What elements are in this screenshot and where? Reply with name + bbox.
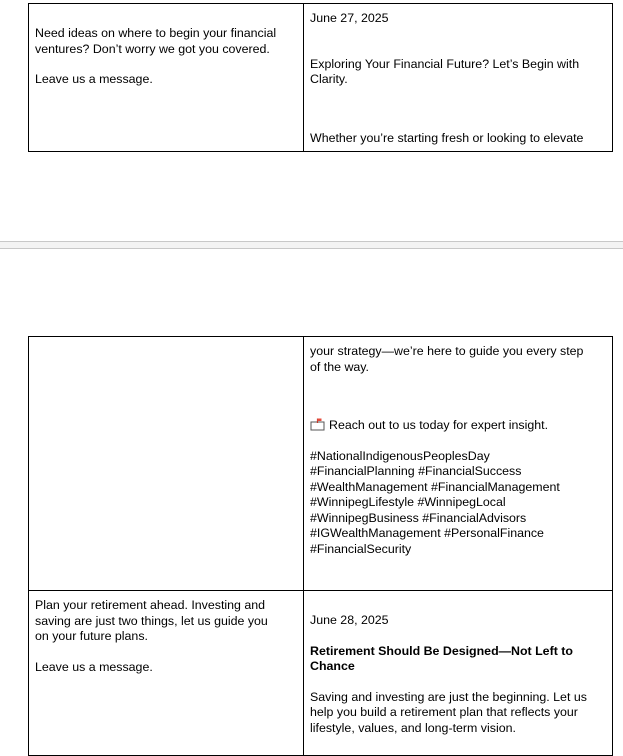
table-row bbox=[29, 4, 612, 151]
caption-line: saving are just two things, let us guide you bbox=[35, 613, 268, 628]
table-row bbox=[29, 590, 612, 755]
hashtag-line: #NationalIndigenousPeoplesDay bbox=[310, 448, 490, 463]
caption-line: Plan your retirement ahead. Investing and bbox=[35, 598, 266, 612]
post-body-line: of the way. bbox=[310, 359, 370, 374]
post-body-line: your strategy—we’re here to guide you every step bbox=[310, 344, 584, 358]
hashtag-line: #WinnipegBusiness #FinancialAdvisors bbox=[310, 510, 527, 525]
post-heading-line: Retirement Should Be Designed—Not Left to bbox=[310, 643, 573, 658]
caption-line: ventures? Don’t worry we got you covered. bbox=[35, 41, 270, 56]
caption-line: on your future plans. bbox=[35, 629, 148, 643]
page-break-separator bbox=[0, 241, 623, 249]
post-heading-line: Chance bbox=[310, 659, 355, 673]
hashtag-line: #WealthManagement #FinancialManagement bbox=[310, 479, 560, 494]
post-body-line: lifestyle, values, and long-term vision. bbox=[310, 720, 516, 735]
hashtag-line: #FinancialPlanning #FinancialSuccess bbox=[310, 464, 522, 478]
post-date: June 28, 2025 bbox=[310, 613, 389, 627]
content-calendar-table-page2 bbox=[28, 336, 613, 756]
caption-cell bbox=[29, 337, 304, 590]
post-body-line: Saving and investing are just the beginning. Let us bbox=[310, 689, 587, 704]
caption-cell bbox=[29, 591, 304, 755]
post-heading-line: Clarity. bbox=[310, 72, 348, 86]
leave-message-text: Leave us a message. bbox=[35, 659, 153, 674]
post-cell bbox=[304, 4, 612, 151]
mailbox-icon bbox=[310, 418, 325, 431]
post-body-line: help you build a retirement plan that reflects your bbox=[310, 705, 578, 719]
content-calendar-table-page1 bbox=[28, 3, 613, 152]
hashtag-line: #IGWealthManagement #PersonalFinance bbox=[310, 526, 544, 540]
leave-message-text: Leave us a message. bbox=[35, 72, 153, 86]
post-date: June 27, 2025 bbox=[310, 11, 389, 25]
table-row bbox=[29, 337, 612, 590]
post-cell bbox=[304, 337, 612, 590]
cta-line bbox=[310, 418, 606, 434]
hashtag-line: #WinnipegLifestyle #WinnipegLocal bbox=[310, 495, 506, 509]
hashtag-line: #FinancialSecurity bbox=[310, 541, 412, 556]
cta-text: Reach out to us today for expert insight. bbox=[329, 418, 549, 432]
caption-cell bbox=[29, 4, 304, 151]
caption-line: Need ideas on where to begin your financial bbox=[35, 26, 277, 40]
post-body-line: Whether you’re starting fresh or looking to elevate bbox=[310, 130, 584, 145]
post-cell bbox=[304, 591, 612, 755]
post-heading-line: Exploring Your Financial Future? Let’s Begin with bbox=[310, 56, 580, 71]
